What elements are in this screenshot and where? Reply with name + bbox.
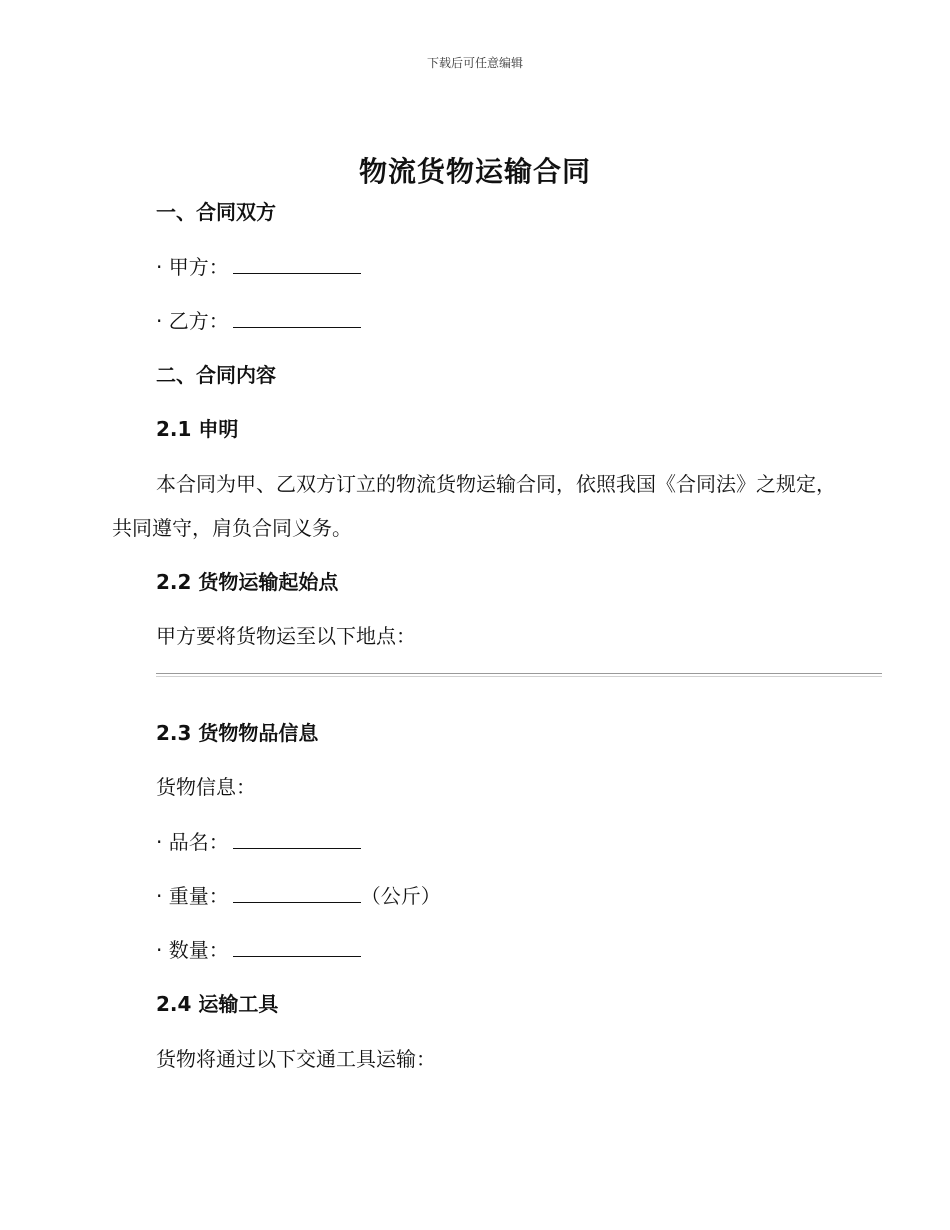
party-a-line: [156, 253, 361, 281]
goods-name-blank[interactable]: [233, 830, 361, 849]
subsection-heading-declaration: 2.1 申明: [156, 417, 239, 441]
transport-text: 货物将通过以下交通工具运输：: [156, 1047, 436, 1071]
goods-name-line: [156, 828, 361, 856]
goods-name-label: · 品名：: [156, 830, 229, 854]
subsection-heading-goods: 2.3 货物物品信息: [156, 721, 319, 745]
header-note: 下载后可任意编辑: [426, 56, 523, 70]
section-heading-content: 二、合同内容: [156, 363, 276, 387]
party-a-label: · 甲方：: [156, 255, 229, 279]
section-heading-parties: 一、合同双方: [156, 200, 276, 224]
party-a-blank[interactable]: [233, 255, 361, 274]
party-b-line: [156, 307, 361, 335]
horizontal-divider: [156, 673, 882, 677]
goods-weight-label: · 重量：: [156, 884, 229, 908]
document-title: 物流货物运输合同: [358, 155, 591, 188]
goods-weight-line: [156, 882, 441, 910]
goods-weight-blank[interactable]: [233, 884, 361, 903]
goods-quantity-label: · 数量：: [156, 938, 229, 962]
party-b-label: · 乙方：: [156, 309, 229, 333]
subsection-heading-transport: 2.4 运输工具: [156, 992, 279, 1016]
goods-weight-unit: （公斤）: [360, 884, 441, 908]
party-b-blank[interactable]: [233, 309, 361, 328]
goods-quantity-blank[interactable]: [233, 938, 361, 957]
goods-quantity-line: [156, 936, 361, 964]
goods-intro: 货物信息：: [156, 775, 256, 799]
subsection-heading-route: 2.2 货物运输起始点: [156, 570, 339, 594]
declaration-paragraph: 本合同为甲、乙双方订立的物流货物运输合同，依照我国《合同法》之规定，共同遵守，肩负合同义务。: [112, 472, 836, 540]
route-text: 甲方要将货物运至以下地点：: [156, 624, 416, 648]
